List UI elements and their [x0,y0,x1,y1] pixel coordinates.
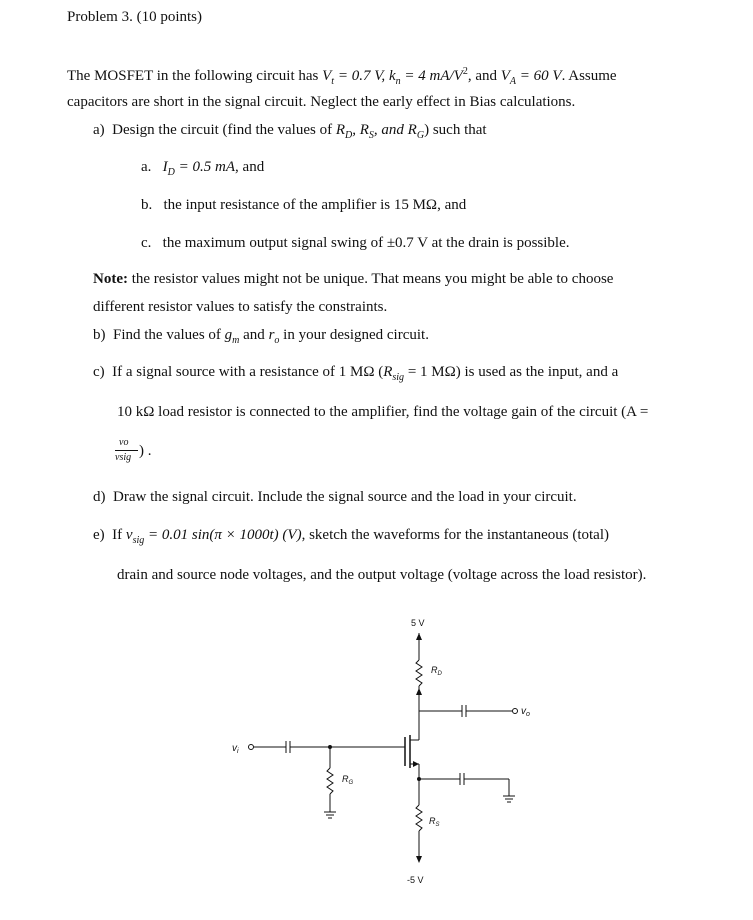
part-a-item-a: a. $I_D = 0.5$ mA, and [141,159,265,178]
problem-title: Problem 3. (10 points) [67,9,202,25]
vdd-label: 5 V [411,618,425,628]
part-a-item-b: b. the input resistance of the amplifier is 15 MΩ, and [141,197,467,213]
rg-label: $R_G$ [342,774,354,786]
rg-ground-symbol [324,812,336,818]
vss-arrow [416,856,422,863]
intro-line-2: capacitors are short in the signal circuit. Neglect the early effect in Bias calculations. [67,94,576,110]
rd-label: $R_D$ [431,665,442,677]
vss-label: -5 V [407,875,424,885]
vo-terminal [513,709,518,714]
fraction-numerator: vo [119,437,129,448]
vo-label: $v_o$ [521,706,530,718]
part-e-line-2: drain and source node voltages, and the output voltage (voltage across the load resistor). [117,567,647,583]
note-line-2: different resistor values to satisfy the constraints. [93,299,388,315]
vi-label: $v_i$ [232,743,239,755]
rd-resistor [416,660,422,686]
bypass-ground-symbol [503,796,515,802]
input-capacitor [286,741,290,753]
rs-label: $R_S$ [429,816,440,828]
gain-fraction [115,437,155,471]
bypass-capacitor [460,773,464,785]
vi-terminal [249,745,254,750]
output-capacitor [462,705,466,717]
part-d: d) Draw the signal circuit. Include the signal source and the load in your circuit. [93,489,577,505]
fraction-tail: ) . [139,443,152,459]
part-a: a) Design the circuit (find the values of $R_D$, $R_S$, and $R_G$) such that [93,122,487,141]
part-c-line-2: 10 kΩ load resistor is connected to the amplifier, find the voltage gain of the circuit (A = [117,404,649,420]
rs-resistor [416,805,422,831]
fraction-bar [115,450,138,451]
rg-resistor [327,768,333,794]
part-e-line-1: e) If $v_{sig} = 0.01$ sin(π × 1000t) (V), sketch the waveforms for the instantaneous (total) [93,527,609,546]
intro-line-1: The MOSFET in the following circuit has $V_t = 0.7$ V, $k_n = 4$ $mA/V^2$, and $V_A = 60$ V. Assume [67,66,617,87]
mosfet [405,735,419,768]
part-c-line-1: c) If a signal source with a resistance of 1 MΩ ($R_{sig} = 1$ MΩ) is used as the input, and a [93,364,619,383]
vdd-arrow [416,633,422,660]
part-a-item-c: c. the maximum output signal swing of ±0.7 V at the drain is possible. [141,235,570,251]
part-b: b) Find the values of $g_m$ and $r_o$ in your designed circuit. [93,327,429,346]
fraction-denominator: vsig [115,452,132,463]
note-line-1: Note: the resistor values might not be unique. That means you might be able to choose [93,271,614,287]
